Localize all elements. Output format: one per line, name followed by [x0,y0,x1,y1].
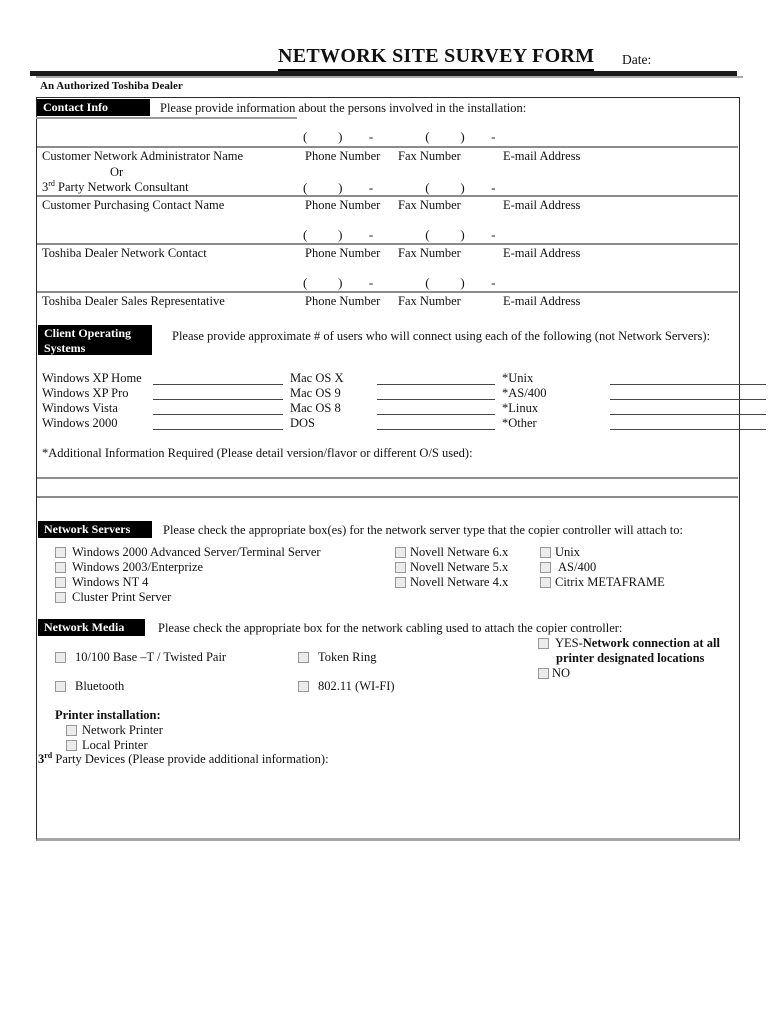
contact-separator-3 [37,243,738,245]
os-count-field[interactable] [610,384,766,385]
os-count-field[interactable] [153,399,283,400]
server-option-label: Windows NT 4 [72,575,149,589]
fax-number-header-2: Fax Number [398,198,461,212]
additional-info-note: *Additional Information Required (Please detail version/flavor or different O/S used): [42,446,473,460]
checkbox[interactable] [55,681,66,692]
phone-number-header-2: Phone Number [305,198,381,212]
contact-row1b-label [42,180,189,195]
media-option-label: Token Ring [318,650,377,664]
checkbox[interactable] [66,725,77,736]
third-party-devices-label [38,752,329,767]
contact-row3-label: Toshiba Dealer Network Contact [42,246,207,260]
checkbox[interactable] [540,577,551,588]
contact-header-underline [36,117,297,119]
third-party-notes-area[interactable] [38,770,737,835]
os-count-field[interactable] [377,384,495,385]
os-label: Windows 2000 [42,416,118,430]
printer-option [66,723,163,738]
checkbox[interactable] [66,740,77,751]
network-media-section-label: Network Media [38,619,145,636]
contact-separator-1 [37,146,738,148]
checkbox[interactable] [395,547,406,558]
media-option [55,679,124,694]
phone-fax-blank-3[interactable]: ( ) - ( ) - [303,227,497,242]
contact-separator-2 [37,195,738,197]
os-label: DOS [290,416,316,430]
os-label: *Unix [502,371,534,385]
os-label: Windows Vista [42,401,118,415]
os-label: Mac OS X [290,371,344,385]
server-option-label: Windows 2000 Advanced Server/Terminal Server [72,545,321,559]
checkbox[interactable] [538,668,549,679]
third-party-ordinal: rd [48,178,55,188]
server-option-label: Novell Netware 4.x [410,575,509,589]
client-os-description: Please provide approximate # of users who will connect using each of the following (not Network Servers): [172,329,711,343]
server-option-label: Citrix METAFRAME [555,575,665,589]
email-address-header-3: E-mail Address [503,246,581,260]
additional-info-field[interactable] [37,479,738,496]
os-count-field[interactable] [377,399,495,400]
phone-number-header-3: Phone Number [305,246,381,260]
checkbox[interactable] [55,652,66,663]
os-count-field[interactable] [153,414,283,415]
server-option [540,575,665,590]
phone-fax-blank-1[interactable]: ( ) - ( ) - [303,129,497,144]
server-option [55,560,203,575]
server-option [55,545,321,560]
os-count-field[interactable] [610,429,766,430]
header-divider-shadow [36,76,743,78]
media-option-label: 10/100 Base –T / Twisted Pair [75,650,227,664]
os-label: Windows XP Home [42,371,142,385]
server-option [395,545,508,560]
media-option [298,650,377,665]
media-option [55,650,226,665]
media-yes-label [555,636,720,651]
page-title: NETWORK SITE SURVEY FORM [278,45,594,71]
server-option [395,560,508,575]
checkbox[interactable] [395,577,406,588]
os-count-field[interactable] [153,384,283,385]
network-servers-description: Please check the appropriate box(es) for the network server type that the copier controller will attach to: [163,523,683,537]
os-label: Mac OS 9 [290,386,341,400]
phone-number-header-4: Phone Number [305,294,381,308]
yes-bold-text: Network connection at all [582,636,720,650]
server-option [540,545,580,560]
yes-prefix: YES- [555,636,583,650]
contact-info-section-label: Contact Info [37,99,150,116]
media-no-option [538,666,570,681]
phone-fax-blank-2[interactable]: ( ) - ( ) - [303,180,497,195]
os-label: Mac OS 8 [290,401,341,415]
fax-number-header-4: Fax Number [398,294,461,308]
email-address-header-4: E-mail Address [503,294,581,308]
checkbox[interactable] [55,592,66,603]
checkbox[interactable] [298,652,309,663]
email-address-header-2: E-mail Address [503,198,581,212]
server-option-label: Cluster Print Server [72,590,172,604]
os-label: *AS/400 [502,386,547,400]
client-os-section-label [38,325,152,355]
additional-info-separator-bottom [37,496,738,498]
media-option [298,679,395,694]
server-option-label: Novell Netware 6.x [410,545,509,559]
os-count-field[interactable] [377,429,495,430]
fax-number-header-3: Fax Number [398,246,461,260]
os-count-field[interactable] [153,429,283,430]
contact-row2-label: Customer Purchasing Contact Name [42,198,225,212]
media-option-label: 802.11 (WI-FI) [318,679,395,693]
checkbox[interactable] [55,547,66,558]
printer-option-label: Network Printer [82,723,163,737]
os-count-field[interactable] [610,414,766,415]
third-party-devices-rest: Party Devices (Please provide additional information): [52,752,329,766]
server-option [395,575,508,590]
phone-fax-blank-4[interactable]: ( ) - ( ) - [303,275,497,290]
server-option [540,560,596,575]
server-option-label: Unix [555,545,580,559]
dealer-tagline: An Authorized Toshiba Dealer [40,80,183,92]
checkbox[interactable] [395,562,406,573]
printer-installation-heading: Printer installation: [55,708,161,722]
printer-option [66,738,148,753]
checkbox[interactable] [55,562,66,573]
media-yes-label-line2: printer designated locations [556,651,705,665]
media-no-label: NO [552,666,571,680]
server-option-label: Novell Netware 5.x [410,560,509,574]
phone-number-header-1: Phone Number [305,149,381,163]
third-party-rest: Party Network Consultant [54,180,189,194]
server-option [55,590,171,605]
fax-number-header-1: Fax Number [398,149,461,163]
client-os-label-line1: Client Operating [44,326,131,340]
os-count-field[interactable] [377,414,495,415]
contact-separator-4 [37,291,738,293]
checkbox[interactable] [55,577,66,588]
server-option-label: Windows 2003/Enterprize [72,560,204,574]
os-label: Windows XP Pro [42,386,129,400]
printer-option-label: Local Printer [82,738,148,752]
os-label: *Other [502,416,537,430]
contact-info-description: Please provide information about the persons involved in the installation: [160,101,527,115]
os-label: *Linux [502,401,539,415]
email-address-header-1: E-mail Address [503,149,581,163]
media-option-label: Bluetooth [75,679,125,693]
network-servers-section-label: Network Servers [38,521,152,538]
network-media-description: Please check the appropriate box for the network cabling used to attach the copier controller: [158,621,623,635]
media-yes-option [538,636,720,651]
contact-row4-label: Toshiba Dealer Sales Representative [42,294,225,308]
third-party-devices-number: 3 [38,752,45,766]
server-option-label: AS/400 [558,560,597,574]
contact-or-label: Or [110,165,124,179]
third-party-devices-ordinal: rd [44,750,53,760]
contact-row1-label: Customer Network Administrator Name [42,149,244,163]
checkbox[interactable] [540,547,551,558]
server-option [55,575,148,590]
client-os-label-line2: Systems [44,341,86,355]
os-count-field[interactable] [610,399,766,400]
date-label: Date: [622,52,652,67]
third-party-number: 3 [42,180,49,194]
checkbox[interactable] [538,638,549,649]
checkbox[interactable] [298,681,309,692]
checkbox[interactable] [540,562,551,573]
